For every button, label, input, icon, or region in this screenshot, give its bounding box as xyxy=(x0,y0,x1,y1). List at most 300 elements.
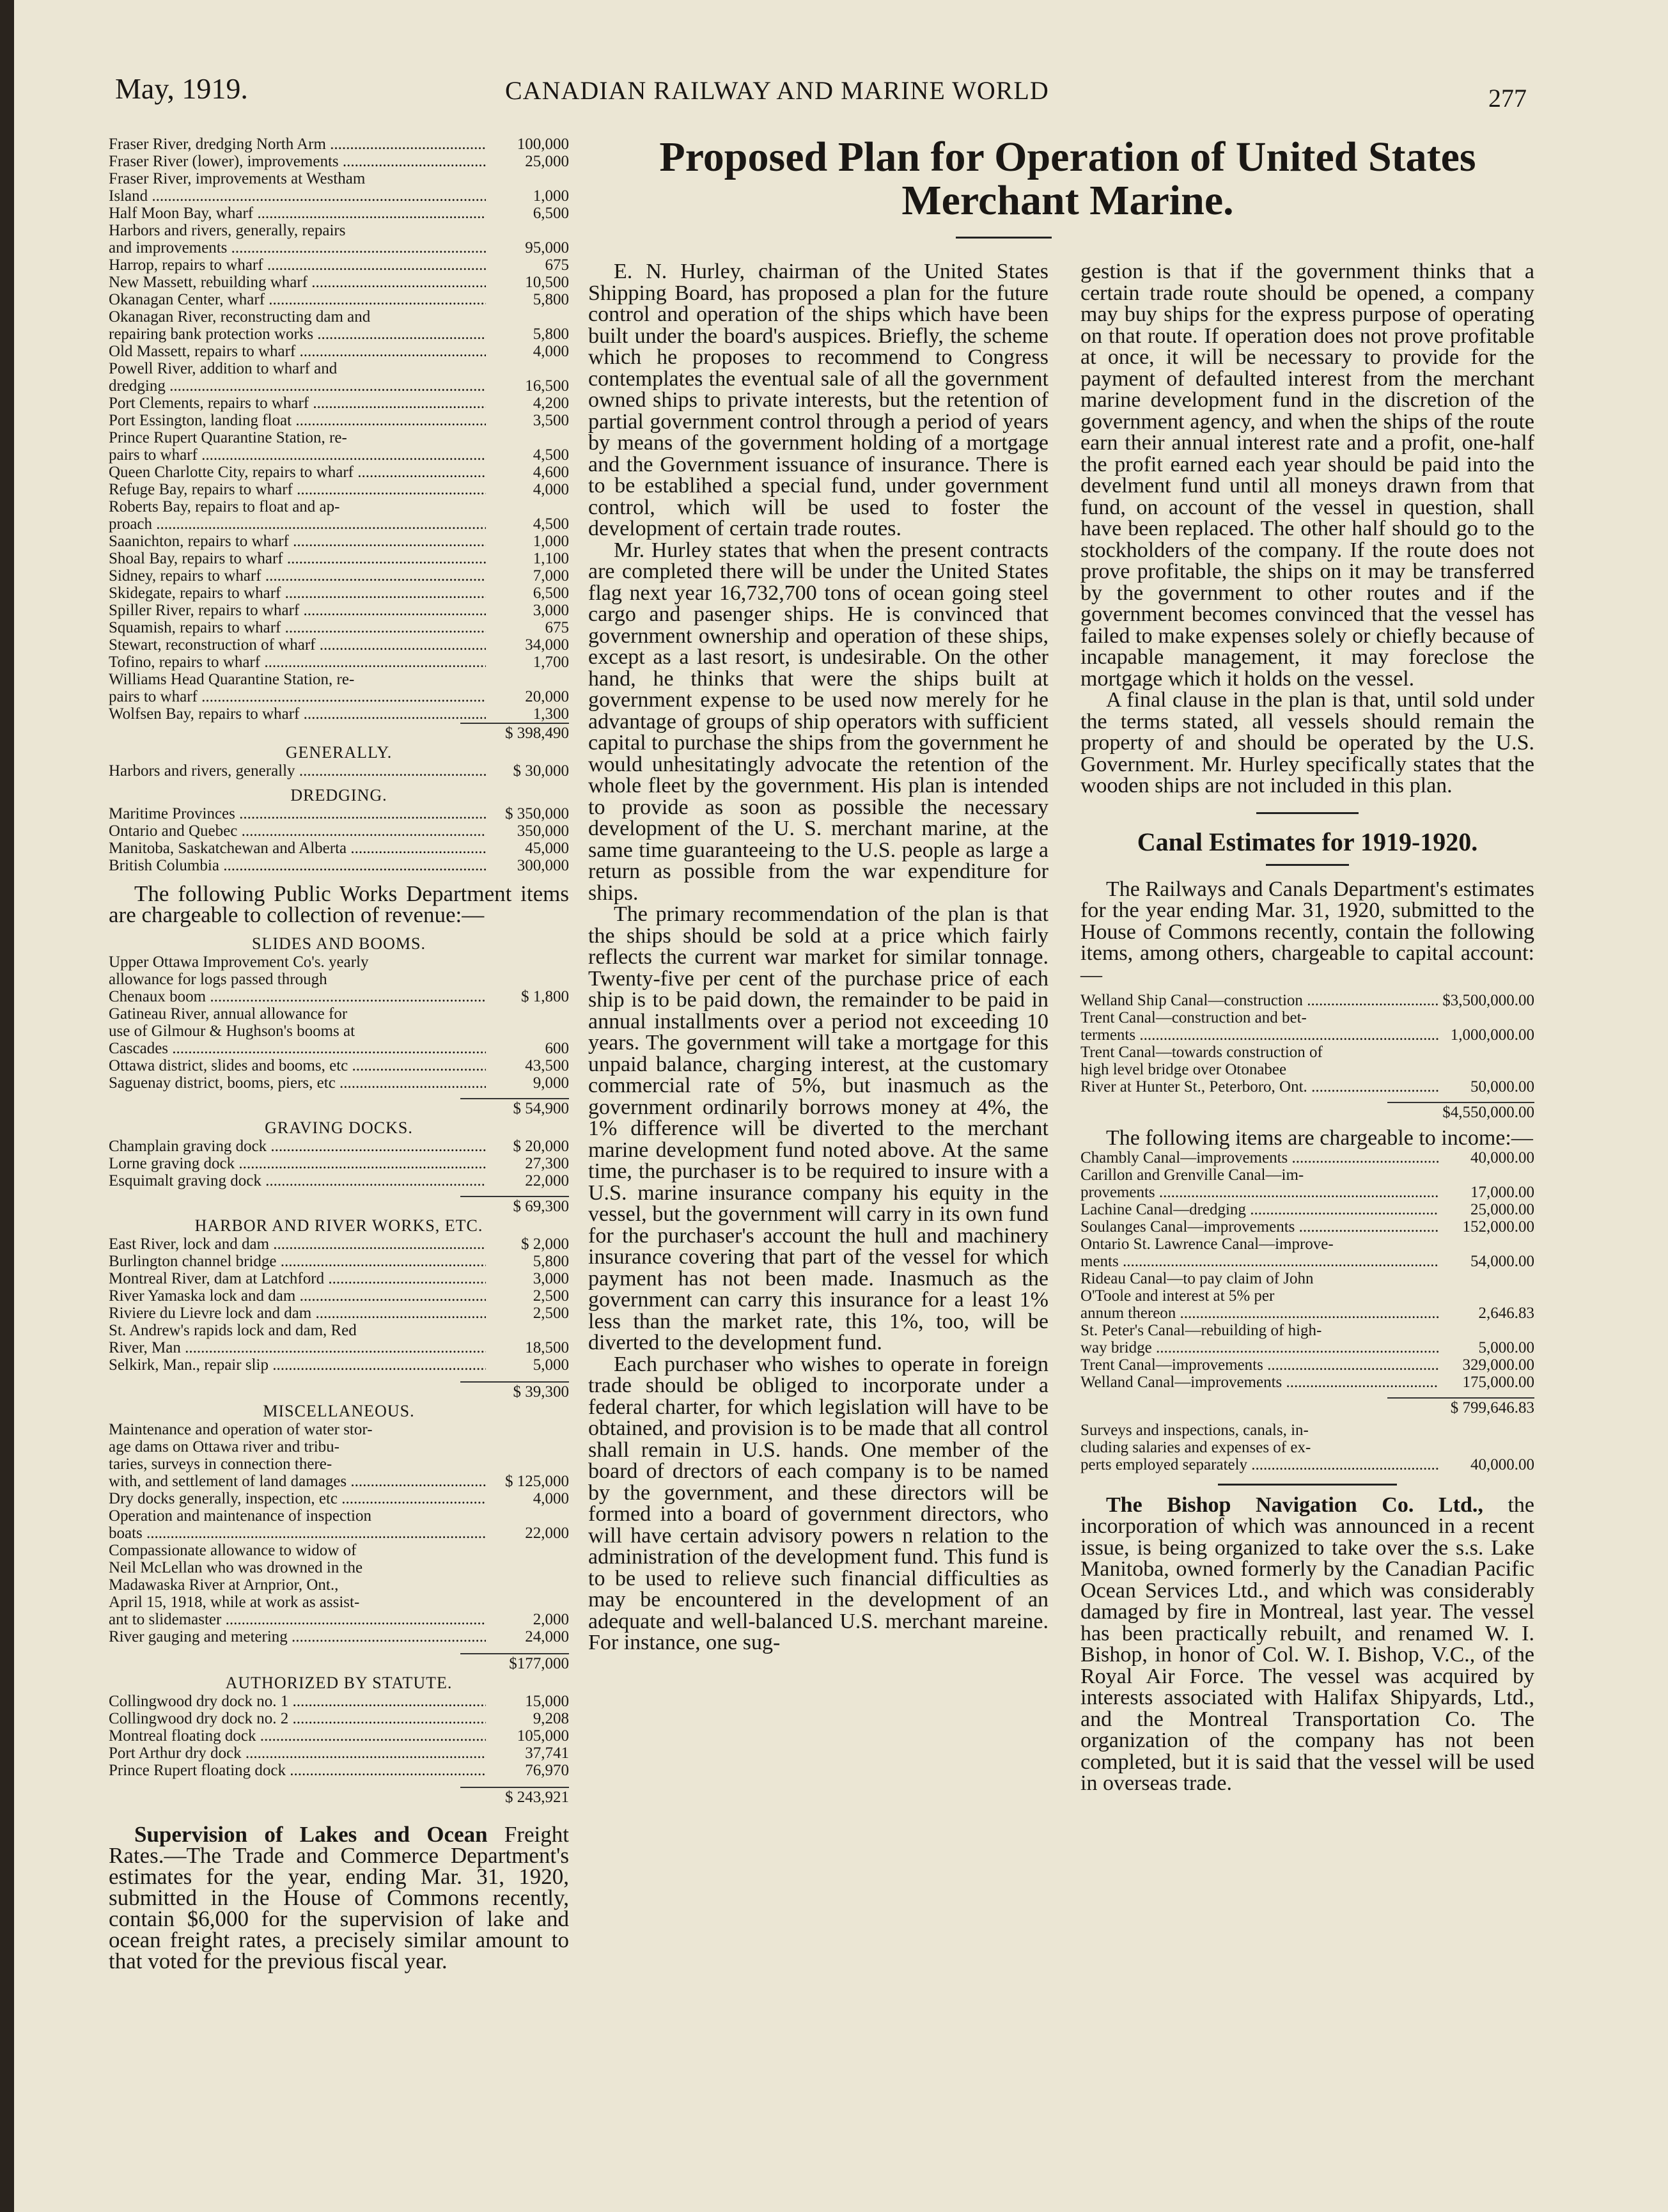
article-paragraph-2: Mr. Hurley states that when the present contracts are completed there will be under the United States flag next year 16,732,700 tons of ocean going steel cargo and pasenger ships. He is convinced that government ownership and operation of these ships, except as a last resort, is undesirable. On the other hand, he thinks that were the ships built at government expense to be used now merely for he advantage of groups of ship operators with sufficient capital to purchase the ships from the government he would unhesitatingly advocate the retention of the whole fleet by the government. His plan is intended to provide as soon as possible the necessary development of the U. S. merchant marine, at the same time guaranteeing to the U.S. people as large a return as possible from the war expenditure for ships. xyxy=(588,538,1048,905)
line-item xyxy=(109,429,569,446)
line-item-label: Neil McLellan who was drowned in the xyxy=(109,1559,363,1576)
line-item-label: Spiller River, repairs to wharf ..... xyxy=(109,602,486,619)
line-item-amount: 1,300 xyxy=(533,705,569,723)
line-item-label: and improvements ..... xyxy=(109,239,486,256)
subtotal-bc: $ 398,490 xyxy=(460,723,569,743)
line-item-amount: 152,000.00 xyxy=(1462,1218,1534,1235)
line-item-amount: 15,000 xyxy=(525,1693,569,1710)
canal-capital-total: $4,550,000.00 xyxy=(1387,1102,1534,1122)
line-item xyxy=(109,988,569,1005)
line-item-label: River Yamaska lock and dam ..... xyxy=(109,1287,486,1305)
line-item-amount: 16,500 xyxy=(525,377,569,395)
line-item-label: New Massett, rebuilding wharf ..... xyxy=(109,274,486,291)
line-item xyxy=(109,705,569,723)
line-item-label: Shoal Bay, repairs to wharf ..... xyxy=(109,550,486,567)
line-item-label: boats ..... xyxy=(109,1525,486,1542)
line-item xyxy=(109,1455,569,1473)
line-item-label: dredging ..... xyxy=(109,377,486,395)
line-item-label: Surveys and inspections, canals, in- xyxy=(1080,1421,1309,1439)
line-item xyxy=(109,1594,569,1611)
line-item xyxy=(109,1559,569,1576)
line-item xyxy=(109,636,569,654)
line-item xyxy=(109,498,569,515)
line-item-amount: 4,500 xyxy=(533,515,569,533)
line-item xyxy=(109,239,569,256)
line-item xyxy=(1080,1078,1534,1095)
line-item-amount: 76,970 xyxy=(525,1762,569,1779)
subtotal-harbor: $ 39,300 xyxy=(460,1381,569,1402)
line-item-amount: 2,000 xyxy=(533,1611,569,1628)
line-item-label: Operation and maintenance of inspection xyxy=(109,1507,371,1525)
line-item-label: St. Andrew's rapids lock and dam, Red xyxy=(109,1322,357,1339)
harbor-list xyxy=(109,1235,569,1374)
line-item xyxy=(109,326,569,343)
line-item xyxy=(109,619,569,636)
line-item-label: Prince Rupert Quarantine Station, re- xyxy=(109,429,347,446)
line-item xyxy=(109,1693,569,1710)
line-item-label: Fraser River, dredging North Arm ..... xyxy=(109,136,486,153)
subtotal-slides: $ 54,900 xyxy=(460,1098,569,1118)
line-item-amount: 43,500 xyxy=(525,1057,569,1074)
line-item-label: Gatineau River, annual allowance for xyxy=(109,1005,348,1023)
line-item xyxy=(109,805,569,822)
line-item-amount: 350,000 xyxy=(517,822,569,840)
line-item xyxy=(1080,1339,1534,1356)
canal-capital-list xyxy=(1080,992,1534,1095)
line-item-amount: $3,500,000.00 xyxy=(1442,992,1534,1009)
line-item xyxy=(109,464,569,481)
line-item-label: terments ..... xyxy=(1080,1026,1438,1044)
line-item xyxy=(1080,1061,1534,1078)
line-item xyxy=(109,1235,569,1253)
line-item-label: Trent Canal—improvements ..... xyxy=(1080,1356,1438,1374)
line-item-label: repairing bank protection works ..... xyxy=(109,326,486,343)
section-rule xyxy=(1256,812,1359,814)
line-item-label: British Columbia ..... xyxy=(109,857,486,874)
line-item xyxy=(109,360,569,377)
line-item xyxy=(109,395,569,412)
line-item-amount: 95,000 xyxy=(525,239,569,256)
misc-list xyxy=(109,1421,569,1645)
line-item-label: Lachine Canal—dredging ..... xyxy=(1080,1201,1438,1218)
line-item-label: Okanagan River, reconstructing dam and xyxy=(109,308,371,326)
line-item xyxy=(109,1762,569,1779)
line-item-amount: 4,200 xyxy=(533,395,569,412)
line-item xyxy=(109,308,569,326)
line-item-label: Harbors and rivers, generally, repairs xyxy=(109,222,346,239)
line-item-amount: 22,000 xyxy=(525,1525,569,1542)
line-item-label: Old Massett, repairs to wharf ..... xyxy=(109,343,486,360)
line-item-label: Cascades ..... xyxy=(109,1040,486,1057)
line-item xyxy=(109,136,569,153)
bishop-lead: The Bishop Navigation Co. Ltd., xyxy=(1106,1493,1483,1517)
line-item-label: Sidney, repairs to wharf ..... xyxy=(109,567,486,584)
line-item-label: Harbors and rivers, generally ..... xyxy=(109,762,486,780)
line-item xyxy=(109,274,569,291)
line-item-label: Port Essington, landing float ..... xyxy=(109,412,486,429)
line-item-label: Squamish, repairs to wharf ..... xyxy=(109,619,486,636)
line-item xyxy=(109,840,569,857)
line-item xyxy=(109,1473,569,1490)
line-item-amount: 25,000 xyxy=(525,153,569,170)
line-item-label: Ontario and Quebec ..... xyxy=(109,822,486,840)
line-item-label: with, and settlement of land damages ..... xyxy=(109,1473,486,1490)
line-item xyxy=(109,654,569,671)
bishop-rule xyxy=(1218,1484,1397,1486)
line-item-label: Harrop, repairs to wharf ..... xyxy=(109,256,486,274)
line-item-amount: 5,800 xyxy=(533,1253,569,1270)
publication-title: CANADIAN RAILWAY AND MARINE WORLD xyxy=(505,76,1049,105)
line-item-label: Soulanges Canal—improvements ..... xyxy=(1080,1218,1438,1235)
line-item-amount: 1,000,000.00 xyxy=(1450,1026,1534,1044)
line-item-label: age dams on Ottawa river and tribu- xyxy=(109,1438,339,1455)
line-item xyxy=(109,584,569,602)
line-item-label: O'Toole and interest at 5% per xyxy=(1080,1287,1275,1305)
line-item-label: River, Man ..... xyxy=(109,1339,486,1356)
line-item-amount: 105,000 xyxy=(517,1727,569,1745)
line-item-label: Lorne graving dock ..... xyxy=(109,1155,486,1172)
line-item xyxy=(109,1525,569,1542)
public-works-paragraph: The following Public Works Department items are chargeable to collection of revenue:— xyxy=(109,881,569,927)
line-item-label: Port Arthur dry dock ..... xyxy=(109,1745,486,1762)
line-item-amount: 675 xyxy=(545,619,569,636)
line-item xyxy=(109,533,569,550)
canal-income-total: $ 799,646.83 xyxy=(1387,1397,1534,1418)
line-item-amount: 1,000 xyxy=(533,533,569,550)
line-item xyxy=(109,1507,569,1525)
line-item xyxy=(109,1172,569,1189)
line-item-amount: $ 2,000 xyxy=(521,1235,569,1253)
line-item-label: Fraser River (lower), improvements ..... xyxy=(109,153,486,170)
line-item xyxy=(109,1628,569,1645)
line-item-label: way bridge ..... xyxy=(1080,1339,1438,1356)
line-item xyxy=(109,291,569,308)
line-item-label: ant to slidemaster ..... xyxy=(109,1611,486,1628)
line-item xyxy=(109,1421,569,1438)
line-item xyxy=(109,1611,569,1628)
supervision-paragraph xyxy=(109,1824,569,1972)
line-item xyxy=(109,1710,569,1727)
line-item-label: Collingwood dry dock no. 1 ..... xyxy=(109,1693,486,1710)
dredging-list xyxy=(109,805,569,874)
line-item xyxy=(109,515,569,533)
line-item-label: Wolfsen Bay, repairs to wharf ..... xyxy=(109,705,486,723)
line-item xyxy=(109,1576,569,1594)
line-item-amount: 18,500 xyxy=(525,1339,569,1356)
line-item-label: Skidegate, repairs to wharf ..... xyxy=(109,584,486,602)
line-item-label: Port Clements, repairs to wharf ..... xyxy=(109,395,486,412)
line-item xyxy=(1080,1166,1534,1184)
line-item-amount: 37,741 xyxy=(525,1745,569,1762)
line-item-label: Prince Rupert floating dock ..... xyxy=(109,1762,486,1779)
line-item xyxy=(109,671,569,688)
line-item xyxy=(1080,1422,1534,1439)
line-item-label: Rideau Canal—to pay claim of John xyxy=(1080,1269,1314,1287)
line-item xyxy=(109,1438,569,1455)
line-item-amount: 2,500 xyxy=(533,1287,569,1305)
line-item-label: St. Peter's Canal—rebuilding of high- xyxy=(1080,1321,1322,1339)
line-item-label: Dry docks generally, inspection, etc ..... xyxy=(109,1490,486,1507)
line-item xyxy=(109,1339,569,1356)
line-item xyxy=(109,1490,569,1507)
line-item xyxy=(109,1270,569,1287)
line-item xyxy=(109,1023,569,1040)
line-item-label: pairs to wharf ..... xyxy=(109,446,486,464)
line-item xyxy=(109,1322,569,1339)
line-item-label: perts employed separately ..... xyxy=(1080,1456,1438,1473)
line-item-label: Okanagan Center, wharf ..... xyxy=(109,291,486,308)
line-item xyxy=(109,256,569,274)
line-item-label: Manitoba, Saskatchewan and Alberta ..... xyxy=(109,840,486,857)
section-heading-misc: MISCELLANEOUS. xyxy=(263,1402,415,1420)
line-item xyxy=(109,1305,569,1322)
line-item xyxy=(1080,1374,1534,1391)
line-item-label: Maintenance and operation of water stor- xyxy=(109,1421,373,1438)
line-item xyxy=(109,1727,569,1745)
line-item-label: provements ..... xyxy=(1080,1184,1438,1201)
bc-works-list xyxy=(109,136,569,723)
subtotal-statute: $ 243,921 xyxy=(460,1787,569,1807)
line-item-amount: 9,000 xyxy=(533,1074,569,1092)
line-item-label: proach ..... xyxy=(109,515,486,533)
line-item-amount: 4,000 xyxy=(533,1490,569,1507)
line-item-amount: 24,000 xyxy=(525,1628,569,1645)
line-item xyxy=(1080,1201,1534,1218)
line-item-amount: 4,500 xyxy=(533,446,569,464)
line-item-amount: 40,000.00 xyxy=(1470,1455,1534,1473)
section-heading-statute: AUTHORIZED BY STATUTE. xyxy=(225,1674,453,1692)
line-item-label: River at Hunter St., Peterboro, Ont. ..... xyxy=(1080,1078,1438,1095)
line-item xyxy=(1080,1356,1534,1374)
line-item-label: Trent Canal—towards construction of xyxy=(1080,1044,1323,1061)
line-item xyxy=(109,762,569,780)
line-item-label: Selkirk, Man., repair slip ..... xyxy=(109,1356,486,1374)
line-item-label: Refuge Bay, repairs to wharf ..... xyxy=(109,481,486,498)
line-item xyxy=(109,688,569,705)
line-item xyxy=(1080,1149,1534,1166)
line-item-amount: 54,000.00 xyxy=(1470,1252,1534,1270)
line-item-label: Chenaux boom ..... xyxy=(109,988,486,1005)
line-item-amount: 1,000 xyxy=(533,187,569,205)
bishop-paragraph xyxy=(1080,1494,1534,1794)
line-item xyxy=(109,205,569,222)
line-item xyxy=(109,153,569,170)
line-item-amount: 5,000 xyxy=(533,1356,569,1374)
article-paragraph-3: The primary recommendation of the plan is that the ships should be sold at a price which fairly reflects the current war market for similar tonnage. Twenty-five per cent of the purchase price of each ship is to be paid down, the remainder to be paid in annual installments over a period not exceeding 10 years. The government will take a mortgage for this unpaid balance, charging interest, at the customary commercial rate of 5%, but inasmuch as the government ordinarily borrows money at 4%, the 1% difference will be diverted to the merchant marine development fund noted above. At the same time, the purchaser is to be required to insure with a U.S. marine insurance company his equity in the vessel, but the government will carry in its own fund for the purchaser's account the hull and machinery insurance covering that part of the vessel for which payment has not been made. Inasmuch as the government can carry this insurance for a least 1% less than the market rate, this 1%, too, will be diverted to the development fund. xyxy=(588,902,1048,1354)
line-item xyxy=(109,1074,569,1092)
line-item-label: Maritime Provinces ..... xyxy=(109,805,486,822)
line-item-amount: 6,500 xyxy=(533,584,569,602)
subtotal-graving: $ 69,300 xyxy=(460,1196,569,1216)
graving-list xyxy=(109,1138,569,1189)
line-item-amount: 50,000.00 xyxy=(1470,1078,1534,1095)
line-item-label: Collingwood dry dock no. 2 ..... xyxy=(109,1710,486,1727)
line-item-label: ments ..... xyxy=(1080,1253,1438,1270)
line-item-amount: 6,500 xyxy=(533,205,569,222)
line-item xyxy=(109,971,569,988)
section-heading-slides: SLIDES AND BOOMS. xyxy=(252,934,426,953)
line-item-label: River gauging and metering ..... xyxy=(109,1628,486,1645)
line-item-amount: 5,800 xyxy=(533,326,569,343)
line-item-amount: 329,000.00 xyxy=(1462,1356,1534,1374)
line-item xyxy=(1080,1235,1534,1253)
line-item-label: Montreal floating dock ..... xyxy=(109,1727,486,1745)
line-item xyxy=(1080,1270,1534,1287)
bishop-text: the incorporation of which was announced in a recent issue, is being organized to take over the s.s. Lake Manitoba, owned formerly by the Canadian Pacific Ocean Services Ltd., and which was considerably damaged by fire in Montreal, last year. The vessel has been practically rebuilt, and renamed W. I. Bishop, in honor of Col. W. I. Bishop, V.C., of the Royal Air Force. The vessel was acquired by interests associated with Halifax Shipyards, Ltd., and the Montreal Transportation Co. The organization of the company has not been completed, but it is said that the vessel will be used in overseas trade. xyxy=(1080,1493,1534,1795)
line-item-amount: 3,000 xyxy=(533,602,569,619)
canal-estimates-title: Canal Estimates for 1919-1920. xyxy=(1137,827,1478,856)
slides-list xyxy=(109,953,569,1092)
article-paragraph-4: Each purchaser who wishes to operate in foreign trade should be obliged to incorporate under a federal charter, for which legislation will have to be obtained, and provision is to be made that all control shall remain in U.S. hands. One member of the board of drectors of each company is to be named by the government, and these directors will be formed into a board of government directors, who will have certain advisory powers n relation to the administration of the development fund. This fund is to be used to relieve such financial difficulties as may be encountered in the development of an adequate and well-balanced U.S. merchant mareine. For instance, one sug- xyxy=(588,1352,1048,1654)
line-item xyxy=(109,550,569,567)
line-item-amount: 45,000 xyxy=(525,840,569,857)
line-item xyxy=(109,1287,569,1305)
line-item-amount: 1,700 xyxy=(533,654,569,671)
line-item xyxy=(1080,1218,1534,1235)
article-headline: Proposed Plan for Operation of United States Merchant Marine. xyxy=(659,134,1476,224)
line-item-label: East River, lock and dam ..... xyxy=(109,1235,486,1253)
line-item-label: annum thereon ..... xyxy=(1080,1305,1438,1322)
line-item xyxy=(109,343,569,360)
line-item-label: Tofino, repairs to wharf ..... xyxy=(109,654,486,671)
line-item-label: Saguenay district, booms, piers, etc ..... xyxy=(109,1074,486,1092)
line-item-label: Esquimalt graving dock ..... xyxy=(109,1172,486,1189)
canal-surveys-list xyxy=(1080,1422,1534,1473)
issue-date: May, 1919. xyxy=(115,72,248,105)
line-item xyxy=(109,567,569,584)
line-item-label: taries, surveys in connection there- xyxy=(109,1455,332,1473)
line-item-amount: $ 350,000 xyxy=(505,805,569,822)
line-item-amount: 5,000.00 xyxy=(1478,1338,1534,1356)
line-item xyxy=(109,1356,569,1374)
subtotal-misc: $177,000 xyxy=(460,1653,569,1674)
line-item-label: Welland Ship Canal—construction ..... xyxy=(1080,992,1438,1009)
line-item xyxy=(109,1057,569,1074)
line-item-amount: 20,000 xyxy=(525,688,569,705)
line-item xyxy=(109,481,569,498)
generally-list xyxy=(109,762,569,780)
line-item-label: Fraser River, improvements at Westham xyxy=(109,170,366,187)
line-item-amount: $ 20,000 xyxy=(513,1138,569,1155)
line-item-label: Champlain graving dock ..... xyxy=(109,1138,486,1155)
headline-rule xyxy=(956,237,1052,239)
line-item-label: use of Gilmour & Hughson's booms at xyxy=(109,1023,355,1040)
line-item-amount: 17,000.00 xyxy=(1470,1183,1534,1201)
line-item xyxy=(109,170,569,187)
section-heading-generally: GENERALLY. xyxy=(285,743,393,762)
article-middle-column xyxy=(588,261,1048,1654)
article-paragraph-5: gestion is that if the government thinks that a certain trade route should be opened, a company may buy ships for the express purpose of operating on that route. If operation does not prove profitable at once, it will be necessary to provide for the payment of defaulted interest from the merchant marine development fund in the discretion of the government agency, and when the ships of the route earn their annual interest rate and a profit, one-half the profit earned each year should be paid into the develment fund until all moneys drawn from that fund, on account of the vessel in question, shall have been replaced. The other half should go to the stockholders of the company. If the route does not prove profitable, the ships on it may be transferred by the government to other routes and if the government becomes convinced that the vessel has failed to make expenses solely or chiefly because of incapable management, it may foreclose the mortgage which it holds on the vessel. xyxy=(1080,260,1534,691)
line-item-amount: 300,000 xyxy=(517,857,569,874)
line-item-amount: 4,000 xyxy=(533,343,569,360)
line-item-amount: 40,000.00 xyxy=(1470,1149,1534,1166)
line-item xyxy=(109,1542,569,1559)
line-item-label: Queen Charlotte City, repairs to wharf ..... xyxy=(109,464,486,481)
line-item-label: Stewart, reconstruction of wharf ..... xyxy=(109,636,486,654)
left-column xyxy=(109,136,569,1972)
line-item-label: Riviere du Lievre lock and dam ..... xyxy=(109,1305,486,1322)
section-heading-dredging: DREDGING. xyxy=(290,786,387,804)
line-item xyxy=(109,222,569,239)
line-item xyxy=(1080,1184,1534,1201)
line-item xyxy=(109,1138,569,1155)
line-item xyxy=(109,857,569,874)
line-item xyxy=(1080,1026,1534,1044)
line-item-label: Montreal River, dam at Latchford ..... xyxy=(109,1270,486,1287)
page-binding-edge xyxy=(0,0,14,2212)
line-item-amount: 27,300 xyxy=(525,1155,569,1172)
line-item-label: Upper Ottawa Improvement Co's. yearly xyxy=(109,953,369,971)
line-item xyxy=(1080,1009,1534,1026)
section-heading-harbor: HARBOR AND RIVER WORKS, ETC. xyxy=(194,1216,483,1235)
statute-list xyxy=(109,1693,569,1779)
line-item-label: allowance for logs passed through xyxy=(109,971,327,988)
line-item-label: Williams Head Quarantine Station, re- xyxy=(109,671,355,688)
line-item xyxy=(109,602,569,619)
line-item-label: Trent Canal—construction and bet- xyxy=(1080,1009,1307,1026)
line-item-amount: $ 30,000 xyxy=(513,762,569,780)
line-item xyxy=(1080,1439,1534,1456)
line-item-amount: $ 125,000 xyxy=(505,1473,569,1490)
line-item xyxy=(109,1005,569,1023)
line-item-amount: 7,000 xyxy=(533,567,569,584)
line-item xyxy=(109,446,569,464)
line-item-label: Compassionate allowance to widow of xyxy=(109,1542,357,1559)
line-item-label: Island ..... xyxy=(109,187,486,205)
line-item-label: April 15, 1918, while at work as assist- xyxy=(109,1594,360,1611)
line-item xyxy=(109,377,569,395)
line-item-label: Roberts Bay, repairs to float and ap- xyxy=(109,498,340,515)
line-item-amount: 600 xyxy=(545,1040,569,1057)
line-item-label: Chambly Canal—improvements ..... xyxy=(1080,1149,1438,1166)
line-item-amount: 10,500 xyxy=(525,274,569,291)
page-number: 277 xyxy=(1488,84,1527,113)
canal-intro: The Railways and Canals Department's estimates for the year ending Mar. 31, 1920, submitted to the House of Commons recently, contain the following items, among others, chargeable to capital account:— xyxy=(1080,877,1534,987)
line-item-amount: 9,208 xyxy=(533,1710,569,1727)
line-item-amount: 34,000 xyxy=(525,636,569,654)
line-item-amount: 675 xyxy=(545,256,569,274)
line-item xyxy=(1080,992,1534,1009)
line-item-label: Carillon and Grenville Canal—im- xyxy=(1080,1166,1304,1184)
article-paragraph-1: E. N. Hurley, chairman of the United States Shipping Board, has proposed a plan for the future control and operation of the ships which have been built under the board's auspices. Briefly, the scheme which he proposes to recommend to Congress contemplates the eventual sale of all the government owned ships to private interests, but the retention of partial government control through a period of years by means of the government holding of a mortgage and the Government issuance of insurance. There is to be establihed a special fund, under government control, which will be used to foster the development of certain trade routes. xyxy=(588,260,1048,540)
line-item-amount: 100,000 xyxy=(517,136,569,153)
section-heading-graving: GRAVING DOCKS. xyxy=(265,1118,413,1137)
line-item xyxy=(109,1745,569,1762)
line-item-label: Burlington channel bridge ..... xyxy=(109,1253,486,1270)
line-item-label: Saanichton, repairs to wharf ..... xyxy=(109,533,486,550)
line-item-label: Ottawa district, slides and booms, etc ..... xyxy=(109,1057,486,1074)
line-item-label: Ontario St. Lawrence Canal—improve- xyxy=(1080,1235,1334,1253)
line-item-label: Half Moon Bay, wharf ..... xyxy=(109,205,486,222)
line-item-amount: 4,600 xyxy=(533,464,569,481)
line-item xyxy=(1080,1456,1534,1473)
line-item xyxy=(109,412,569,429)
canal-income-intro: The following items are chargeable to income:— xyxy=(1106,1126,1533,1150)
line-item xyxy=(1080,1305,1534,1322)
canal-title-rule xyxy=(1266,864,1349,866)
line-item-label: Madawaska River at Arnprior, Ont., xyxy=(109,1576,339,1594)
line-item-amount: 4,000 xyxy=(533,481,569,498)
line-item-amount: 22,000 xyxy=(525,1172,569,1189)
line-item xyxy=(109,1253,569,1270)
line-item-amount: 25,000.00 xyxy=(1470,1200,1534,1218)
line-item-amount: 2,500 xyxy=(533,1305,569,1322)
line-item-amount: 3,500 xyxy=(533,412,569,429)
line-item-amount: $ 1,800 xyxy=(521,988,569,1005)
article-right-column xyxy=(1080,261,1534,1794)
line-item xyxy=(1080,1044,1534,1061)
line-item-label: pairs to wharf ..... xyxy=(109,688,486,705)
